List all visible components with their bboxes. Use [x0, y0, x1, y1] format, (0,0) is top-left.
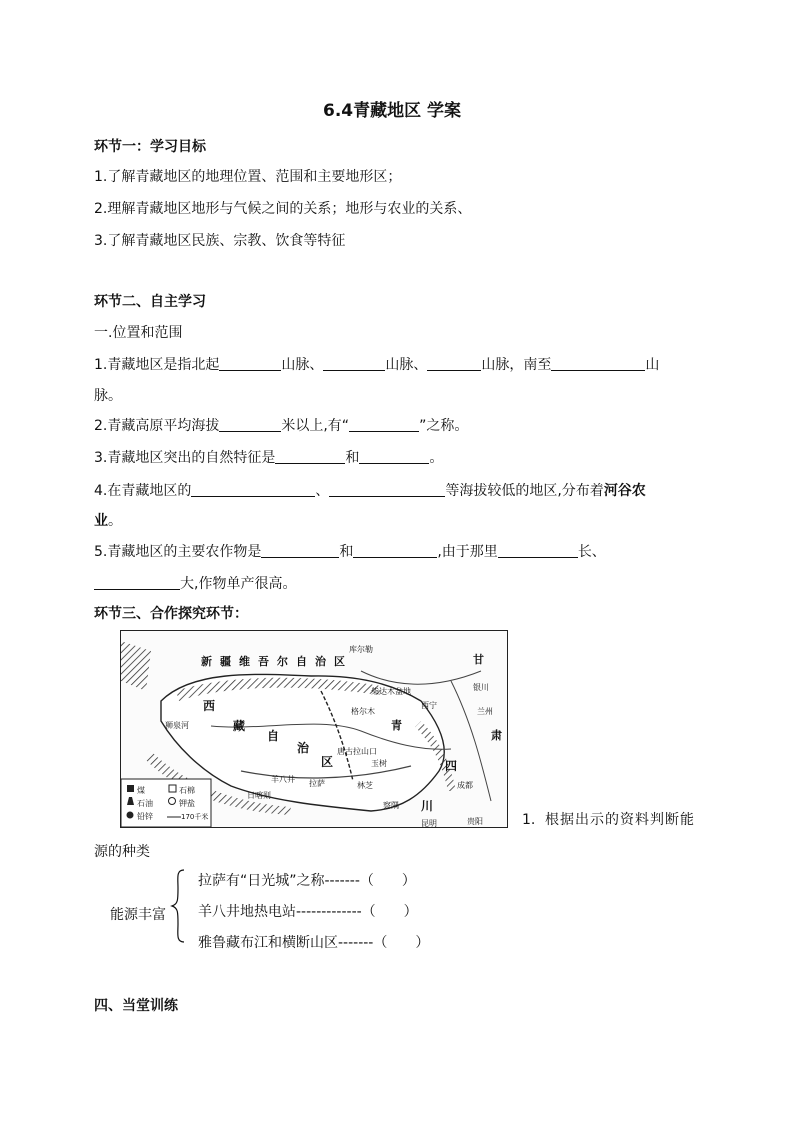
- q2-text-c: ”之称。: [419, 418, 469, 434]
- map-label-kunming: 昆明: [421, 819, 437, 828]
- map-label-qu: 区: [321, 755, 334, 769]
- legend-oil: 石油: [137, 799, 153, 808]
- q2-text-b: 米以上,有“: [281, 418, 350, 434]
- map-label-chuan: 川: [421, 799, 434, 813]
- q3-blank-1[interactable]: [275, 449, 345, 464]
- question-5: [94, 543, 606, 561]
- option-yarlung[interactable]: 雅鲁藏布江和横断山区-------（ ）: [198, 935, 430, 951]
- q1-blank-3[interactable]: [427, 356, 481, 371]
- qinghai-tibet-map: [120, 630, 508, 828]
- q4-text-a: 4.在青藏地区的: [94, 483, 192, 499]
- map-label-shigatse: 日喀则: [247, 791, 271, 800]
- q5-blank-2[interactable]: [353, 543, 437, 558]
- q3-text-c: 。: [429, 450, 444, 466]
- q5-text-c: ,由于那里: [437, 544, 498, 560]
- map-label-xining: 西宁: [421, 701, 437, 710]
- map-label-qaidam: 柴达木盆地: [371, 687, 411, 696]
- legend-asbestos: 石棉: [179, 786, 195, 795]
- question-1-cont: 脉。: [94, 388, 122, 404]
- q4-bold-text: 河谷农: [603, 483, 646, 499]
- map-label-xi: 西: [203, 699, 216, 713]
- q1-blank-4[interactable]: [551, 356, 645, 371]
- map-label-yushu: 玉树: [371, 759, 387, 768]
- question-3: [94, 449, 443, 467]
- section3-heading: 环节三、合作探究环节：: [94, 606, 248, 622]
- map-label-tanggula: 唐古拉山口: [337, 747, 377, 756]
- q2-blank-1[interactable]: [219, 417, 281, 432]
- q1-text-c: 山脉、: [385, 357, 428, 373]
- q4-end: 。: [108, 513, 122, 529]
- objective-3: 3.了解青藏地区民族、宗教、饮食等特征: [94, 233, 346, 249]
- q1-blank-2[interactable]: [323, 356, 385, 371]
- legend-leadzinc: 铅锌: [137, 812, 153, 821]
- q4-bold-text-2: 业: [94, 513, 108, 529]
- energy-group-label: 能源丰富: [110, 907, 166, 923]
- map-label-yinchuan: 银川: [473, 683, 489, 692]
- q5-blank-3[interactable]: [498, 543, 578, 558]
- subheading-location: 一.位置和范围: [94, 325, 183, 341]
- q1-text-e: 山: [645, 357, 660, 373]
- map-label-gan: 甘: [473, 653, 484, 666]
- objective-2: 2.理解青藏地区地形与气候之间的关系；地形与农业的关系、: [94, 201, 472, 217]
- question-4: [94, 482, 646, 500]
- map-label-lhasa: 拉萨: [309, 779, 325, 788]
- q4-blank-2[interactable]: [329, 482, 445, 497]
- map-label-zang: 藏: [233, 719, 246, 733]
- map-label-nyingchi: 林芝: [357, 781, 373, 790]
- map-label-qing: 青: [391, 719, 402, 732]
- q3-text-a: 3.青藏地区突出的自然特征是: [94, 450, 276, 466]
- question-text: 根据出示的资料判断能: [545, 812, 695, 828]
- q1-text-b: 山脉、: [281, 357, 324, 373]
- question-2: [94, 417, 468, 435]
- legend-potash: 钾盐: [179, 799, 195, 808]
- q5-text-e: 大,作物单产很高。: [180, 576, 297, 592]
- q5-text-b: 和: [339, 544, 354, 560]
- q4-text-c: 等海拔较低的地区,分布着: [445, 483, 604, 499]
- section4-heading: 四、当堂训练: [94, 998, 178, 1014]
- map-label-guiyang: 贵阳: [467, 817, 483, 826]
- map-label-golmud: 格尔木: [351, 707, 375, 716]
- q5-text-d: 长、: [577, 544, 606, 560]
- map-label-su: 肃: [491, 729, 502, 742]
- q1-blank-1[interactable]: [219, 356, 281, 371]
- q2-blank-2[interactable]: [349, 417, 419, 432]
- q4-blank-1[interactable]: [191, 482, 315, 497]
- question-5-cont: [94, 575, 296, 593]
- map-label-shiquanhe: 狮泉河: [165, 721, 189, 730]
- map-label-zhi: 治: [297, 741, 310, 755]
- q1-text-d: 山脉，南至: [481, 357, 552, 373]
- question-text-cont: 源的种类: [94, 844, 150, 860]
- map-label-korla: 库尔勒: [349, 645, 373, 654]
- section1-heading: 环节一：学习目标: [94, 139, 206, 155]
- question-4-cont: [94, 512, 122, 530]
- map-label-xinjiang: 新疆维吾尔自治区: [201, 655, 353, 668]
- map-label-zi: 自: [267, 729, 280, 743]
- q3-blank-2[interactable]: [359, 449, 429, 464]
- page-title: 6.4青藏地区 学案: [323, 101, 462, 121]
- option-lhasa[interactable]: 拉萨有“日光城”之称-------（ ）: [198, 873, 416, 889]
- map-label-lanzhou: 兰州: [477, 707, 493, 716]
- question-1: [94, 356, 659, 374]
- q2-text-a: 2.青藏高原平均海拔: [94, 418, 220, 434]
- q1-text-a: 1.青藏地区是指北起: [94, 357, 220, 373]
- map-label-si: 四: [445, 759, 458, 773]
- question-prefix: 1.: [522, 812, 536, 828]
- legend-scale: 170千米: [181, 813, 209, 821]
- curly-brace-icon: [170, 868, 186, 944]
- legend-coal-icon: [127, 785, 134, 792]
- map-label-chengdu: 成都: [457, 781, 473, 790]
- option-yangbajing[interactable]: 羊八井地热电站-------------（ ）: [198, 904, 418, 920]
- q3-text-b: 和: [345, 450, 360, 466]
- map-label-zayu: 察隅: [383, 801, 399, 810]
- q5-blank-1[interactable]: [261, 543, 339, 558]
- legend-leadzinc-icon: [127, 812, 134, 819]
- q5-text-a: 5.青藏地区的主要农作物是: [94, 544, 262, 560]
- q5-blank-4[interactable]: [94, 575, 180, 590]
- section2-heading: 环节二、自主学习: [94, 294, 206, 310]
- map-label-yangbajing: 羊八井: [271, 775, 295, 784]
- objective-1: 1.了解青藏地区的地理位置、范围和主要地形区；: [94, 169, 402, 185]
- legend-coal: 煤: [137, 786, 145, 795]
- q4-text-b: 、: [315, 483, 330, 499]
